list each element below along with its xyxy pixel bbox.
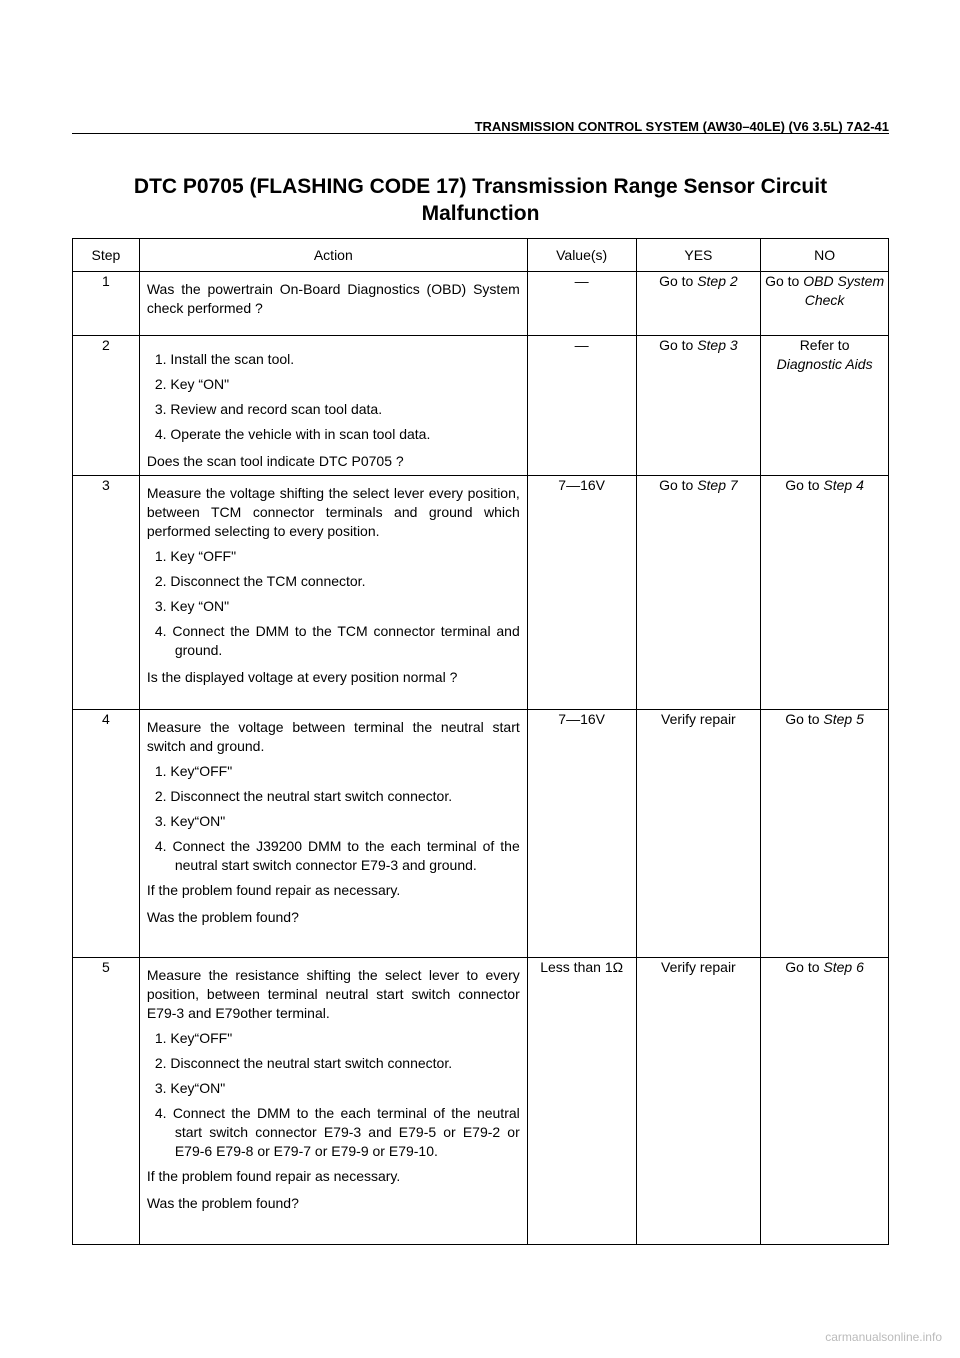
action-question: Was the powertrain On-Board Diagnostics (OBD) System check performed ?: [146, 281, 520, 316]
value-cell: —: [527, 272, 636, 336]
action-substep: 3. Key“ON": [154, 813, 226, 829]
diagnostic-table: [72, 238, 889, 1245]
yes-text: Go to: [659, 273, 698, 289]
table-row: [73, 336, 889, 476]
header-rule: [72, 133, 889, 134]
value-cell: 7—16V: [527, 476, 636, 710]
action-substeps: [147, 350, 520, 444]
action-question: Was the problem found?: [146, 1195, 299, 1211]
yes-cell: [636, 710, 761, 958]
step-number: 4: [73, 710, 140, 958]
action-cell: [139, 336, 527, 476]
yes-cell: [636, 272, 761, 336]
table-row: [73, 272, 889, 336]
no-step-ref: OBD System Check: [803, 273, 885, 308]
action-content: [140, 958, 527, 1216]
no-text: Refer to: [799, 337, 850, 353]
table-row: [73, 476, 889, 710]
page-title: [72, 173, 889, 227]
column-header-step: Step: [73, 239, 140, 272]
action-substep: 1. Key“OFF": [154, 1030, 233, 1046]
no-step-ref: Step 6: [823, 959, 864, 975]
no-text: Go to: [765, 273, 804, 289]
action-substep: 2. Disconnect the neutral start switch connector.: [154, 788, 453, 804]
yes-step-ref: Step 7: [697, 477, 738, 493]
action-substeps: [147, 547, 520, 660]
column-header-action: Action: [139, 239, 527, 272]
action-substep: 4. Operate the vehicle with in scan tool data.: [154, 426, 431, 442]
no-text: Go to: [785, 959, 824, 975]
value-cell: —: [527, 336, 636, 476]
yes-step-ref: Step 3: [697, 337, 738, 353]
action-cell: [139, 476, 527, 710]
action-content: [140, 272, 527, 321]
yes-step-ref: Step 2: [697, 273, 738, 289]
action-substeps: [147, 762, 520, 875]
action-substep: 4. Connect the DMM to the each terminal of the neutral start switch connector E79-3 and E79-5 or E79-2 or E79-6 E79-8 or E79-7 or E79-9 or E79-10.: [154, 1105, 520, 1159]
no-step-ref: Step 5: [823, 711, 864, 727]
yes-text: Verify repair: [661, 711, 736, 727]
table-row: [73, 710, 889, 958]
action-substep: 1. Install the scan tool.: [154, 351, 295, 367]
yes-text: Verify repair: [661, 959, 736, 975]
no-cell: [761, 958, 889, 1245]
action-cell: [139, 958, 527, 1245]
action-substep: 3. Key“ON": [154, 1080, 226, 1096]
step-number: 1: [73, 272, 140, 336]
action-intro: Measure the voltage shifting the select lever every position, between TCM connector terminals and ground which performed selecting to every position.: [146, 485, 520, 539]
running-header: TRANSMISSION CONTROL SYSTEM (AW30–40LE) (V6 3.5L) 7A2-41: [474, 119, 889, 134]
action-substeps: [147, 1029, 520, 1161]
value-cell: Less than 1Ω: [527, 958, 636, 1245]
action-note: If the problem found repair as necessary.: [146, 1168, 401, 1184]
yes-cell: [636, 958, 761, 1245]
action-cell: [139, 710, 527, 958]
action-question: Does the scan tool indicate DTC P0705 ?: [146, 453, 404, 469]
watermark: carmanualsonline.info: [825, 1330, 942, 1344]
action-substep: 2. Key “ON": [154, 376, 230, 392]
no-text: Go to: [785, 711, 824, 727]
no-step-ref: Step 4: [823, 477, 864, 493]
action-content: [140, 336, 527, 474]
action-content: [140, 710, 527, 930]
yes-text: Go to: [659, 337, 698, 353]
table-body: [73, 272, 889, 1245]
value-cell: 7—16V: [527, 710, 636, 958]
yes-cell: [636, 336, 761, 476]
no-cell: [761, 336, 889, 476]
step-number: 5: [73, 958, 140, 1245]
action-substep: 4. Connect the DMM to the TCM connector terminal and ground.: [154, 623, 520, 658]
action-question: Was the problem found?: [146, 909, 299, 925]
action-substep: 2. Disconnect the neutral start switch connector.: [154, 1055, 453, 1071]
page-title-line-1: DTC P0705 (FLASHING CODE 17) Transmission Range Sensor Circuit: [133, 175, 828, 198]
action-substep: 2. Disconnect the TCM connector.: [154, 573, 366, 589]
action-content: [140, 476, 527, 690]
action-intro: Measure the resistance shifting the select lever to every position, between terminal neutral start switch connector E79-3 and E79other terminal.: [146, 967, 520, 1021]
no-step-ref: Diagnostic Aids: [776, 356, 873, 372]
no-cell: [761, 272, 889, 336]
action-substep: 1. Key“OFF": [154, 763, 233, 779]
table-row: [73, 958, 889, 1245]
yes-text: Go to: [659, 477, 698, 493]
action-substep: 4. Connect the J39200 DMM to the each terminal of the neutral start switch connector E79-3 and ground.: [154, 838, 520, 873]
action-intro: Measure the voltage between terminal the neutral start switch and ground.: [146, 719, 520, 754]
page-title-line-2: Malfunction: [421, 202, 540, 225]
action-note: If the problem found repair as necessary.: [146, 882, 401, 898]
action-question: Is the displayed voltage at every position normal ?: [146, 669, 458, 685]
no-text: Go to: [785, 477, 824, 493]
no-cell: [761, 476, 889, 710]
column-header-yes: YES: [636, 239, 761, 272]
action-cell: [139, 272, 527, 336]
column-header-no: NO: [761, 239, 889, 272]
table-header-row: [73, 239, 889, 272]
yes-cell: [636, 476, 761, 710]
action-substep: 3. Key “ON": [154, 598, 230, 614]
step-number: 2: [73, 336, 140, 476]
step-number: 3: [73, 476, 140, 710]
column-header-values: Value(s): [527, 239, 636, 272]
action-substep: 3. Review and record scan tool data.: [154, 401, 383, 417]
no-cell: [761, 710, 889, 958]
action-substep: 1. Key “OFF": [154, 548, 237, 564]
